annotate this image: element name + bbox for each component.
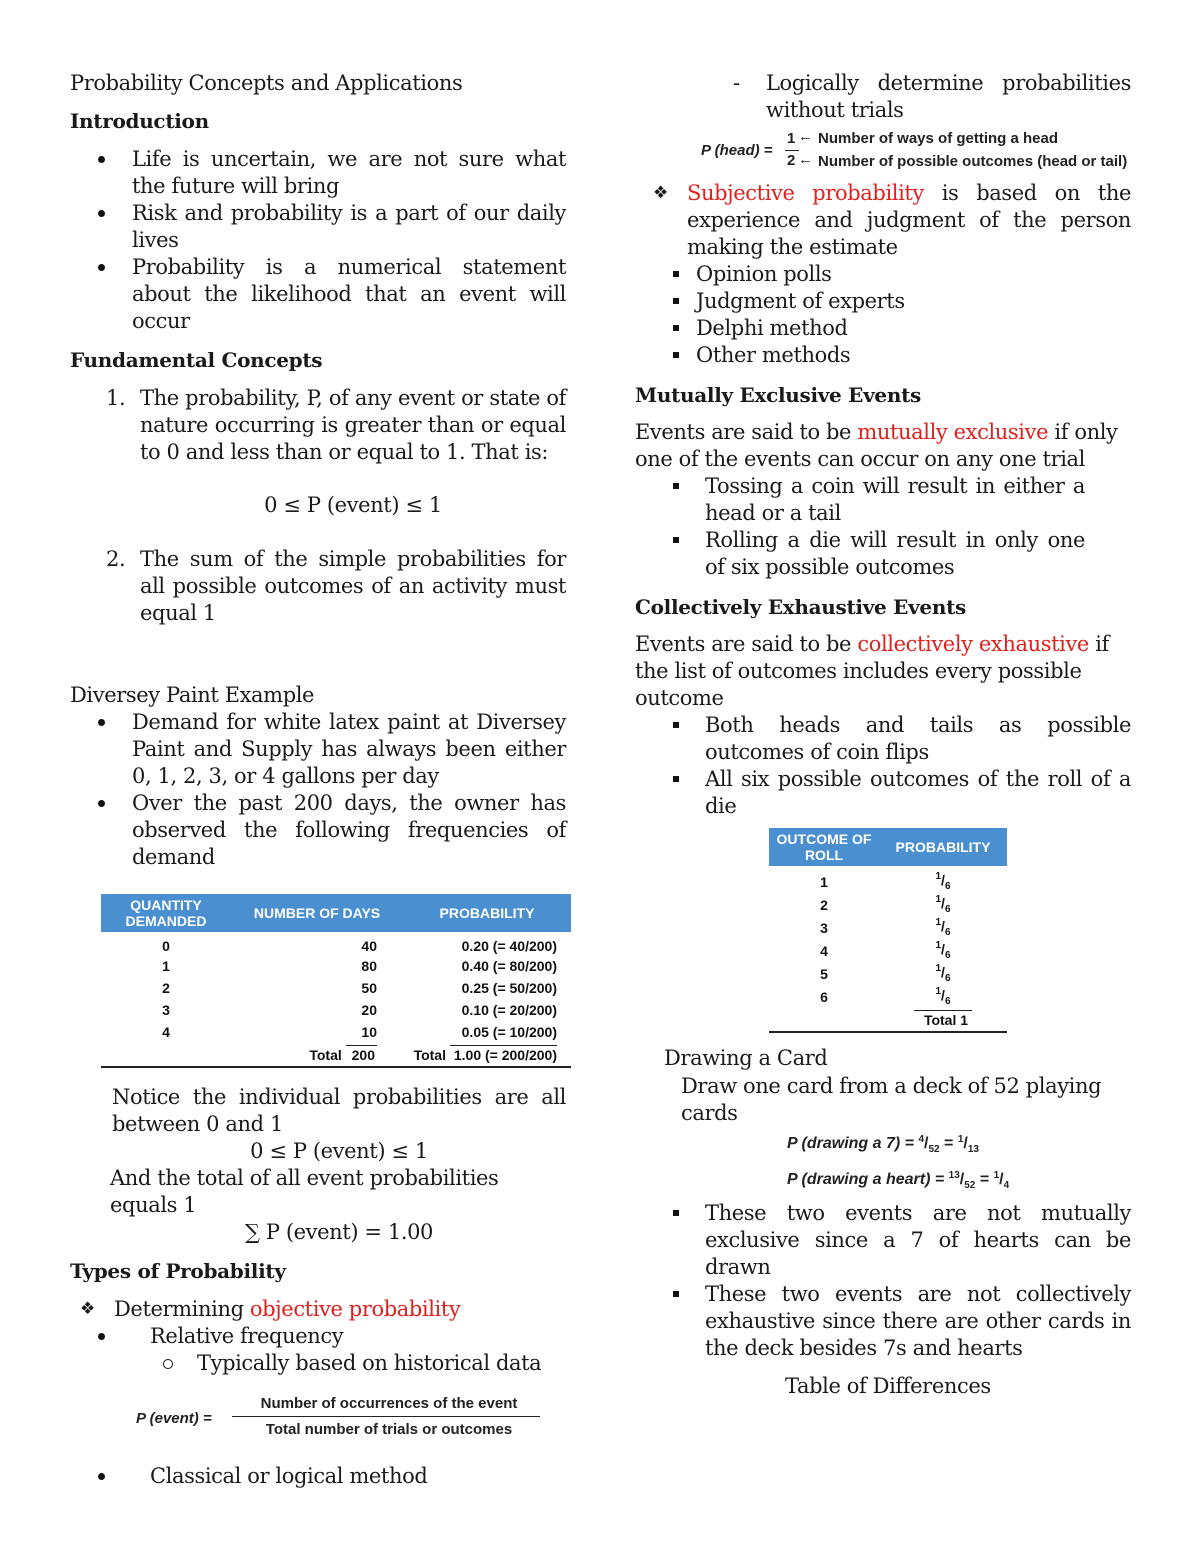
fraction-bar: [232, 1416, 540, 1417]
mutually-exclusive-definition: Events are said to be mutually exclusive if only one of the events can occur on any one trial: [635, 420, 1118, 471]
numerator-label: Number of ways of getting a head: [818, 130, 1059, 147]
subjective-probability-term: Subjective probability: [687, 181, 924, 205]
total-label: Total: [413, 1046, 446, 1063]
table-row: 2 50 0.25 (= 50/200): [162, 980, 557, 996]
relative-frequency-formula: [136, 1395, 566, 1445]
list-item: 2. The sum of the simple probabilities for all possible outcomes of an activity must equal 1: [106, 547, 566, 625]
types-of-probability-heading: Types of Probability: [70, 1259, 286, 1283]
fundamental-concepts-heading: Fundamental Concepts: [70, 348, 323, 372]
heart-probability-formula: P (drawing a heart) = $^{13}/_{52} = ^1/_4$: [787, 1170, 1010, 1191]
table-row: 1 $^1/_6$: [820, 871, 951, 892]
list-item: These two events are not collectively exhaustive since there are other cards in the deck besides 7s and hearts: [635, 1281, 1131, 1362]
column-header: QUANTITY DEMANDED: [125, 897, 207, 929]
types-list: [70, 1296, 566, 1377]
table-row: 4 $^1/_6$: [820, 940, 951, 961]
list-item: Delphi method: [635, 315, 1131, 342]
left-column: [70, 70, 566, 1490]
notice-text: Notice the individual probabilities are all between 0 and 1: [112, 1085, 566, 1136]
column-header: NUMBER OF DAYS: [253, 905, 381, 921]
diversey-list: [70, 709, 566, 871]
formula-denominator: 2: [787, 152, 796, 169]
list-item: ❖ Determining objective probability: [70, 1296, 566, 1323]
table-row: 6 $^1/_6$: [820, 986, 951, 1007]
arrow-left-icon: ←: [798, 151, 813, 168]
drawing-card-title: Drawing a Card: [664, 1046, 828, 1070]
document-title: Probability Concepts and Applications: [70, 71, 463, 95]
list-item: Probability is a numerical statement about the likelihood that an event will occur: [70, 254, 566, 335]
types-list-2: [70, 1463, 566, 1490]
table-total-row: [101, 1043, 571, 1067]
column-header: OUTCOME OF ROLL: [776, 831, 872, 863]
demand-table: [101, 894, 571, 1068]
table-row: 2 $^1/_6$: [820, 894, 951, 915]
list-item: Demand for white latex paint at Diversey Paint and Supply has always been either 0, 1, 2, 3, or 4 gallons per day: [70, 709, 566, 790]
table-row: 0 40 0.20 (= 40/200): [162, 938, 557, 954]
total-label: Total: [309, 1046, 342, 1063]
list-item: Rolling a die will result in only one of six possible outcomes: [635, 527, 1131, 581]
formula-denominator: Total number of trials or outcomes: [265, 1421, 513, 1438]
total-days: 200: [346, 1045, 377, 1063]
collectively-exhaustive-term: collectively exhaustive: [857, 632, 1089, 656]
fundamentals-list-2: [70, 546, 566, 627]
list-item: Opinion polls: [635, 261, 1131, 288]
head-probability-formula: [701, 130, 1131, 174]
list-item: All six possible outcomes of the roll of a die: [635, 766, 1131, 820]
subjective-probability-item: ❖ Subjective probability is based on the experience and judgment of the person making the estimate: [635, 180, 1131, 261]
formula-numerator: 1: [787, 130, 796, 147]
fundamentals-list: [70, 385, 566, 466]
drawing-card-line: Draw one card from a deck of 52 playing cards: [681, 1074, 1102, 1125]
logical-item: - Logically determine probabilities without trials: [733, 71, 1131, 122]
list-item: Both heads and tails as possible outcomes of coin flips: [635, 712, 1131, 766]
list-item: Other methods: [635, 342, 1131, 369]
column-header: PROBABILITY: [439, 905, 535, 921]
table-header-row: [101, 894, 571, 932]
diversey-title: Diversey Paint Example: [70, 683, 315, 707]
list-item: Typically based on historical data: [70, 1350, 566, 1377]
objective-probability-term: objective probability: [249, 1297, 461, 1321]
list-item: Classical or logical method: [70, 1463, 566, 1490]
right-column: [635, 70, 1131, 1400]
seven-probability-formula: P (drawing a $7) = ^4/_{52} = ^1/_{13}$: [787, 1134, 979, 1155]
total-text: And the total of all event probabilities equals 1: [110, 1166, 499, 1217]
table-row: 1 80 0.40 (= 80/200): [162, 958, 557, 974]
list-item: Relative frequency: [70, 1323, 566, 1350]
probability-range-formula: 0 ≤ P (event) ≤ 1: [264, 493, 442, 517]
notice-formula: 0 ≤ P (event) ≤ 1: [250, 1139, 428, 1163]
list-item: 1. The probability, P, of any event or state of nature occurring is greater than or equal to 0 and less than or equal to 1. That is:: [106, 386, 566, 464]
formula-numerator: Number of occurrences of the event: [260, 1395, 518, 1412]
formula-lhs: P (head) =: [701, 142, 773, 159]
formula-lhs: P (event) =: [136, 1410, 212, 1427]
list-item: Judgment of experts: [635, 288, 1131, 315]
card-events-list: [635, 1200, 1131, 1362]
die-roll-table: [769, 828, 1007, 1033]
list-item: Over the past 200 days, the owner has observed the following frequencies of demand: [70, 790, 566, 871]
item-number: 2.: [106, 547, 126, 571]
mutually-exclusive-term: mutually exclusive: [857, 420, 1049, 444]
sum-formula: ∑ P (event) = 1.00: [244, 1220, 434, 1244]
denominator-label: Number of possible outcomes (head or tail): [818, 153, 1128, 170]
list-item: Risk and probability is a part of our daily lives: [70, 200, 566, 254]
table-header-row: [769, 828, 1007, 866]
total-probability: Total 1: [914, 1010, 972, 1028]
collectively-exhaustive-list: [635, 712, 1131, 820]
collectively-exhaustive-definition: Events are said to be collectively exhaustive if the list of outcomes includes every possible outcome: [635, 632, 1109, 710]
list-item: Tossing a coin will result in either a head or a tail: [635, 473, 1131, 527]
introduction-heading: Introduction: [70, 109, 209, 133]
column-header: PROBABILITY: [895, 839, 991, 855]
table-row: 5 $^1/_6$: [820, 963, 951, 984]
mutually-exclusive-list: [635, 473, 1131, 581]
subjective-methods-list: [635, 261, 1131, 369]
total-probability: 1.00 (= 200/200): [450, 1045, 557, 1063]
item-number: 1.: [106, 386, 126, 410]
mutually-exclusive-heading: Mutually Exclusive Events: [635, 383, 921, 407]
table-row: 3 20 0.10 (= 20/200): [162, 1002, 557, 1018]
list-item: These two events are not mutually exclusive since a 7 of hearts can be drawn: [635, 1200, 1131, 1281]
table-of-differences-caption: Table of Differences: [785, 1374, 991, 1398]
table-row: 3 $^1/_6$: [820, 917, 951, 938]
table-row: 4 10 0.05 (= 10/200): [162, 1024, 557, 1040]
table-total-row: [769, 1008, 1007, 1032]
list-item: Life is uncertain, we are not sure what the future will bring: [70, 146, 566, 200]
arrow-left-icon: ←: [798, 128, 813, 145]
collectively-exhaustive-heading: Collectively Exhaustive Events: [635, 595, 966, 619]
fraction-bar: [785, 150, 799, 151]
introduction-list: [70, 146, 566, 335]
